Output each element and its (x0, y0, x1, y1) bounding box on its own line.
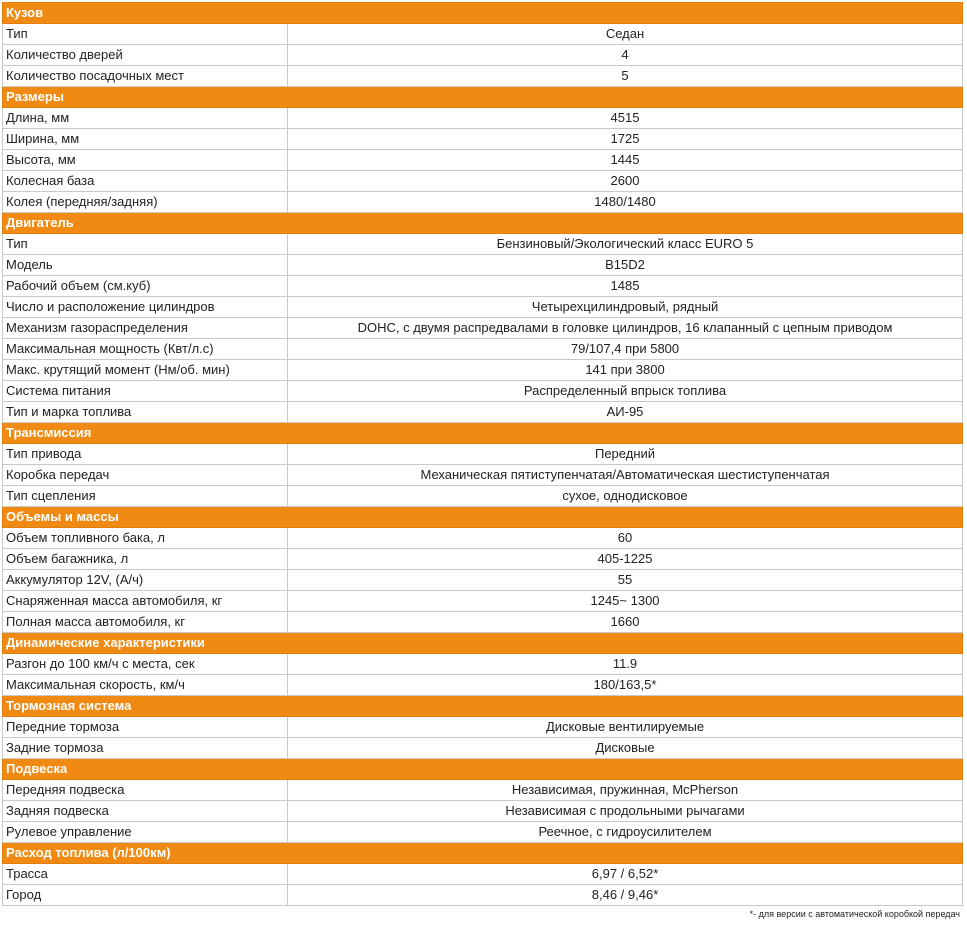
spec-label: Тип сцепления (3, 486, 288, 507)
section-header (3, 423, 963, 444)
footnote: *- для версии с автоматической коробкой передач (749, 909, 960, 919)
spec-label: Рулевое управление (3, 822, 288, 843)
spec-row (3, 570, 963, 591)
section-header (3, 696, 963, 717)
spec-label: Максимальная скорость, км/ч (3, 675, 288, 696)
section-header (3, 87, 963, 108)
section-header (3, 633, 963, 654)
spec-row (3, 24, 963, 45)
spec-label: Аккумулятор 12V, (А/ч) (3, 570, 288, 591)
section-title: Тормозная система (3, 696, 963, 717)
spec-row (3, 234, 963, 255)
spec-row (3, 717, 963, 738)
spec-label: Рабочий объем (см.куб) (3, 276, 288, 297)
spec-label: Длина, мм (3, 108, 288, 129)
spec-value: Дисковые (288, 738, 963, 759)
spec-value: 11.9 (288, 654, 963, 675)
spec-label: Число и расположение цилиндров (3, 297, 288, 318)
spec-label: Полная масса автомобиля, кг (3, 612, 288, 633)
spec-label: Тип (3, 234, 288, 255)
spec-row (3, 654, 963, 675)
spec-value: 405-1225 (288, 549, 963, 570)
spec-label: Колея (передняя/задняя) (3, 192, 288, 213)
spec-row (3, 276, 963, 297)
section-title: Размеры (3, 87, 963, 108)
spec-value: DOHC, с двумя распредвалами в головке цилиндров, 16 клапанный с цепным приводом (288, 318, 963, 339)
spec-row (3, 297, 963, 318)
spec-row (3, 318, 963, 339)
spec-value: Четырехцилиндровый, рядный (288, 297, 963, 318)
spec-label: Колесная база (3, 171, 288, 192)
spec-label: Передняя подвеска (3, 780, 288, 801)
spec-value: 1245~ 1300 (288, 591, 963, 612)
spec-label: Механизм газораспределения (3, 318, 288, 339)
spec-value: 1480/1480 (288, 192, 963, 213)
section-title: Двигатель (3, 213, 963, 234)
spec-row (3, 780, 963, 801)
spec-value: Передний (288, 444, 963, 465)
spec-row (3, 45, 963, 66)
spec-label: Тип (3, 24, 288, 45)
spec-table-body (3, 3, 963, 906)
spec-value: 1725 (288, 129, 963, 150)
spec-label: Разгон до 100 км/ч с места, сек (3, 654, 288, 675)
spec-row (3, 591, 963, 612)
spec-row (3, 801, 963, 822)
spec-label: Тип привода (3, 444, 288, 465)
spec-row (3, 192, 963, 213)
section-title: Расход топлива (л/100км) (3, 843, 963, 864)
spec-row (3, 339, 963, 360)
spec-value: B15D2 (288, 255, 963, 276)
spec-value: 5 (288, 66, 963, 87)
spec-value: сухое, однодисковое (288, 486, 963, 507)
spec-value: 141 при 3800 (288, 360, 963, 381)
spec-label: Количество дверей (3, 45, 288, 66)
spec-row (3, 864, 963, 885)
spec-value: 8,46 / 9,46* (288, 885, 963, 906)
section-header (3, 843, 963, 864)
section-header (3, 507, 963, 528)
spec-row (3, 444, 963, 465)
section-title: Динамические характеристики (3, 633, 963, 654)
spec-label: Объем топливного бака, л (3, 528, 288, 549)
section-header (3, 213, 963, 234)
spec-row (3, 528, 963, 549)
spec-label: Коробка передач (3, 465, 288, 486)
spec-value: 60 (288, 528, 963, 549)
spec-value: 4 (288, 45, 963, 66)
spec-value: 1660 (288, 612, 963, 633)
spec-value: Седан (288, 24, 963, 45)
section-title: Кузов (3, 3, 963, 24)
spec-label: Город (3, 885, 288, 906)
spec-row (3, 66, 963, 87)
spec-value: 1445 (288, 150, 963, 171)
spec-label: Максимальная мощность (Квт/л.с) (3, 339, 288, 360)
spec-row (3, 171, 963, 192)
spec-row (3, 486, 963, 507)
section-header (3, 3, 963, 24)
spec-value: Независимая, пружинная, McPherson (288, 780, 963, 801)
spec-label: Ширина, мм (3, 129, 288, 150)
spec-value: Распределенный впрыск топлива (288, 381, 963, 402)
spec-label: Количество посадочных мест (3, 66, 288, 87)
spec-row (3, 465, 963, 486)
spec-label: Трасса (3, 864, 288, 885)
spec-row (3, 255, 963, 276)
section-title: Объемы и массы (3, 507, 963, 528)
spec-value: Бензиновый/Экологический класс EURO 5 (288, 234, 963, 255)
spec-value: Механическая пятиступенчатая/Автоматическая шестиступенчатая (288, 465, 963, 486)
spec-label: Система питания (3, 381, 288, 402)
spec-label: Передние тормоза (3, 717, 288, 738)
section-title: Подвеска (3, 759, 963, 780)
section-header (3, 759, 963, 780)
spec-value: Дисковые вентилируемые (288, 717, 963, 738)
spec-label: Модель (3, 255, 288, 276)
spec-row (3, 675, 963, 696)
spec-row (3, 108, 963, 129)
spec-table-container (2, 2, 962, 906)
spec-table (2, 2, 963, 906)
spec-row (3, 129, 963, 150)
spec-label: Объем багажника, л (3, 549, 288, 570)
spec-row (3, 360, 963, 381)
spec-row (3, 402, 963, 423)
spec-value: АИ-95 (288, 402, 963, 423)
section-title: Трансмиссия (3, 423, 963, 444)
spec-label: Задние тормоза (3, 738, 288, 759)
spec-value: 79/107,4 при 5800 (288, 339, 963, 360)
spec-row (3, 738, 963, 759)
spec-row (3, 612, 963, 633)
spec-value: 1485 (288, 276, 963, 297)
spec-row (3, 150, 963, 171)
spec-label: Макс. крутящий момент (Нм/об. мин) (3, 360, 288, 381)
spec-row (3, 885, 963, 906)
spec-row (3, 822, 963, 843)
spec-value: 55 (288, 570, 963, 591)
spec-label: Тип и марка топлива (3, 402, 288, 423)
spec-row (3, 381, 963, 402)
spec-label: Задняя подвеска (3, 801, 288, 822)
spec-value: 180/163,5* (288, 675, 963, 696)
spec-row (3, 549, 963, 570)
spec-label: Высота, мм (3, 150, 288, 171)
spec-label: Снаряженная масса автомобиля, кг (3, 591, 288, 612)
spec-value: 6,97 / 6,52* (288, 864, 963, 885)
spec-value: 2600 (288, 171, 963, 192)
spec-value: 4515 (288, 108, 963, 129)
spec-value: Независимая с продольными рычагами (288, 801, 963, 822)
spec-value: Реечное, с гидроусилителем (288, 822, 963, 843)
